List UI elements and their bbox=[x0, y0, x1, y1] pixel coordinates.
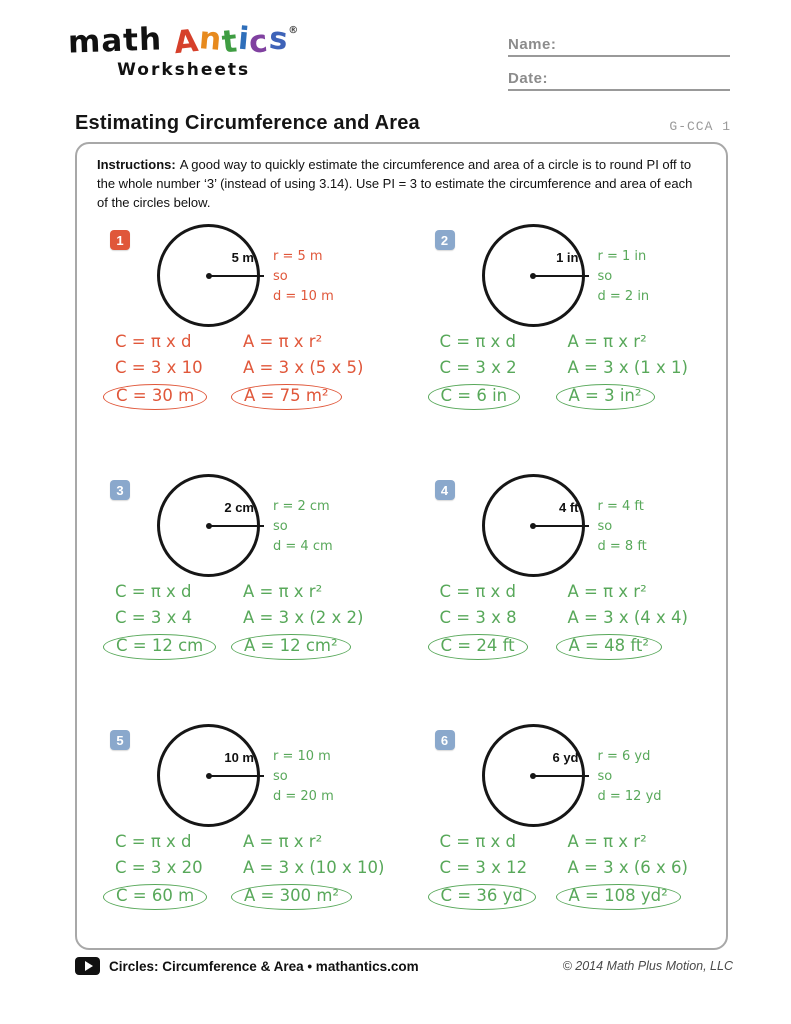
area-column bbox=[243, 332, 363, 410]
instructions-text: A good way to quickly estimate the circumference and area of a circle is to round PI off to the whole number ‘3’ (instead of using 3.14). Use PI = 3 to estimate the circumference and area of each of the circles below. bbox=[97, 157, 693, 211]
radius-label: 5 m bbox=[231, 250, 254, 265]
circle-diagram bbox=[482, 224, 585, 327]
circumference-column bbox=[115, 332, 243, 410]
note-radius: r = 5 m bbox=[273, 249, 323, 264]
circumference-substitution: C = 3 x 12 bbox=[439, 858, 528, 877]
circumference-formula: C = π x d bbox=[115, 332, 192, 351]
problem-number-badge: 4 bbox=[435, 480, 455, 500]
circumference-formula: C = π x d bbox=[439, 582, 516, 601]
radius-label: 6 yd bbox=[552, 750, 579, 765]
note-so: so bbox=[597, 269, 613, 284]
math-antics-logo bbox=[67, 20, 300, 80]
circumference-answer: C = 60 m bbox=[103, 884, 207, 910]
area-answer-row bbox=[243, 634, 363, 660]
note-so: so bbox=[597, 769, 613, 784]
worked-solution bbox=[115, 832, 384, 910]
area-column bbox=[243, 582, 363, 660]
note-so: so bbox=[273, 519, 288, 534]
circumference-answer: C = 30 m bbox=[103, 384, 207, 410]
area-column bbox=[568, 832, 688, 910]
circumference-substitution: C = 3 x 4 bbox=[115, 608, 193, 627]
circumference-column bbox=[440, 582, 568, 660]
note-radius: r = 4 ft bbox=[597, 499, 644, 514]
radius-line bbox=[533, 525, 589, 528]
logo-letter: n bbox=[197, 20, 224, 58]
circumference-answer-row bbox=[440, 884, 568, 910]
area-formula: A = π x r² bbox=[567, 332, 647, 351]
radius-notes bbox=[598, 747, 662, 807]
area-answer: A = 300 m² bbox=[231, 884, 352, 910]
note-radius: r = 6 yd bbox=[597, 749, 651, 764]
area-column bbox=[568, 332, 688, 410]
area-column bbox=[243, 832, 384, 910]
date-label: Date: bbox=[508, 70, 549, 87]
circumference-answer: C = 36 yd bbox=[428, 884, 536, 910]
circumference-answer: C = 12 cm bbox=[103, 634, 216, 660]
circumference-answer-row bbox=[115, 384, 243, 410]
area-answer: A = 3 in² bbox=[556, 384, 655, 410]
logo-wordmark bbox=[67, 20, 300, 62]
logo-worksheets-text: Worksheets bbox=[117, 60, 251, 80]
worked-solution bbox=[440, 332, 688, 410]
circumference-column bbox=[440, 832, 568, 910]
problem-card bbox=[402, 216, 727, 466]
circumference-formula: C = π x d bbox=[439, 332, 516, 351]
problem-card bbox=[402, 716, 727, 966]
area-substitution: A = 3 x (4 x 4) bbox=[567, 608, 688, 627]
note-diameter: d = 12 yd bbox=[597, 789, 662, 804]
radius-notes bbox=[273, 247, 334, 307]
radius-line bbox=[209, 275, 265, 278]
circumference-substitution: C = 3 x 8 bbox=[439, 608, 517, 627]
note-diameter: d = 20 m bbox=[273, 789, 334, 804]
problem-card bbox=[77, 466, 402, 716]
circumference-formula: C = π x d bbox=[439, 832, 516, 851]
worked-solution bbox=[115, 582, 363, 660]
radius-label: 1 in bbox=[556, 250, 579, 265]
area-answer-row bbox=[243, 384, 363, 410]
radius-line bbox=[533, 275, 589, 278]
area-answer-row bbox=[243, 884, 384, 910]
radius-line bbox=[209, 525, 265, 528]
footer-title: Circles: Circumference & Area • mathantics.com bbox=[109, 958, 419, 974]
area-answer-row bbox=[568, 384, 688, 410]
radius-label: 10 m bbox=[224, 750, 254, 765]
circumference-answer-row bbox=[440, 384, 568, 410]
logo-letter: s bbox=[267, 20, 291, 58]
circle-diagram bbox=[157, 224, 260, 327]
area-answer: A = 108 yd² bbox=[556, 884, 681, 910]
circle-diagram bbox=[482, 474, 585, 577]
area-answer-row bbox=[568, 634, 688, 660]
circle-diagram bbox=[157, 724, 260, 827]
instructions bbox=[97, 155, 706, 213]
problem-number-badge: 2 bbox=[435, 230, 455, 250]
circumference-answer-row bbox=[115, 634, 243, 660]
note-radius: r = 10 m bbox=[273, 749, 331, 764]
note-diameter: d = 10 m bbox=[273, 289, 334, 304]
area-formula: A = π x r² bbox=[567, 582, 647, 601]
circumference-substitution: C = 3 x 10 bbox=[115, 358, 203, 377]
name-date-block bbox=[508, 36, 730, 104]
radius-notes bbox=[273, 747, 334, 807]
note-so: so bbox=[597, 519, 613, 534]
logo-letter: i bbox=[236, 20, 252, 58]
worksheet-code: G-CCA 1 bbox=[669, 119, 731, 134]
circumference-substitution: C = 3 x 2 bbox=[439, 358, 517, 377]
play-triangle-icon bbox=[85, 961, 93, 971]
circle-diagram bbox=[482, 724, 585, 827]
logo-antics-text bbox=[172, 20, 291, 62]
problem-number-badge: 1 bbox=[110, 230, 130, 250]
circumference-answer-row bbox=[440, 634, 568, 660]
note-so: so bbox=[273, 769, 288, 784]
radius-line bbox=[209, 775, 265, 778]
note-radius: r = 2 cm bbox=[273, 499, 330, 514]
area-substitution: A = 3 x (5 x 5) bbox=[243, 358, 364, 377]
area-substitution: A = 3 x (1 x 1) bbox=[567, 358, 688, 377]
area-formula: A = π x r² bbox=[243, 332, 323, 351]
problem-number-badge: 5 bbox=[110, 730, 130, 750]
area-formula: A = π x r² bbox=[567, 832, 647, 851]
radius-notes bbox=[598, 497, 647, 557]
problems-grid bbox=[77, 216, 726, 966]
logo-letter: c bbox=[247, 23, 271, 61]
copyright: © 2014 Math Plus Motion, LLC bbox=[562, 959, 733, 973]
area-substitution: A = 3 x (10 x 10) bbox=[243, 858, 385, 877]
circumference-formula: C = π x d bbox=[115, 582, 192, 601]
problem-number-badge: 3 bbox=[110, 480, 130, 500]
worked-solution bbox=[440, 832, 688, 910]
circumference-substitution: C = 3 x 20 bbox=[115, 858, 203, 877]
footer-left bbox=[75, 957, 419, 975]
circumference-column bbox=[115, 832, 243, 910]
radius-notes bbox=[273, 497, 333, 557]
radius-label: 2 cm bbox=[224, 500, 254, 515]
logo-math-text: math bbox=[67, 21, 163, 61]
area-answer-row bbox=[568, 884, 688, 910]
problem-number-badge: 6 bbox=[435, 730, 455, 750]
circumference-answer: C = 6 in bbox=[428, 384, 521, 410]
note-diameter: d = 4 cm bbox=[273, 539, 333, 554]
registered-mark: ® bbox=[288, 25, 300, 36]
worked-solution bbox=[115, 332, 363, 410]
circle-diagram bbox=[157, 474, 260, 577]
circumference-answer: C = 24 ft bbox=[428, 634, 528, 660]
play-icon bbox=[75, 957, 100, 975]
radius-notes bbox=[598, 247, 650, 307]
circumference-answer-row bbox=[115, 884, 243, 910]
circumference-column bbox=[440, 332, 568, 410]
footer bbox=[75, 957, 733, 975]
area-answer: A = 48 ft² bbox=[556, 634, 662, 660]
date-line bbox=[508, 70, 730, 91]
radius-line bbox=[533, 775, 589, 778]
area-column bbox=[568, 582, 688, 660]
name-label: Name: bbox=[508, 36, 557, 53]
logo-letter: A bbox=[172, 22, 201, 62]
note-so: so bbox=[273, 269, 288, 284]
name-line bbox=[508, 36, 730, 57]
problem-card bbox=[77, 216, 402, 466]
note-diameter: d = 8 ft bbox=[597, 539, 647, 554]
circumference-column bbox=[115, 582, 243, 660]
area-answer: A = 75 m² bbox=[231, 384, 342, 410]
area-formula: A = π x r² bbox=[243, 582, 323, 601]
circumference-formula: C = π x d bbox=[115, 832, 192, 851]
worksheet-body-box bbox=[75, 142, 728, 950]
area-substitution: A = 3 x (2 x 2) bbox=[243, 608, 364, 627]
page-title: Estimating Circumference and Area bbox=[75, 112, 420, 134]
area-substitution: A = 3 x (6 x 6) bbox=[567, 858, 688, 877]
radius-label: 4 ft bbox=[559, 500, 579, 515]
logo-letter: t bbox=[220, 23, 240, 61]
note-radius: r = 1 in bbox=[597, 249, 647, 264]
worked-solution bbox=[440, 582, 688, 660]
area-formula: A = π x r² bbox=[243, 832, 323, 851]
problem-card bbox=[77, 716, 402, 966]
problem-card bbox=[402, 466, 727, 716]
note-diameter: d = 2 in bbox=[597, 289, 650, 304]
area-answer: A = 12 cm² bbox=[231, 634, 351, 660]
instructions-label: Instructions: bbox=[97, 157, 176, 172]
